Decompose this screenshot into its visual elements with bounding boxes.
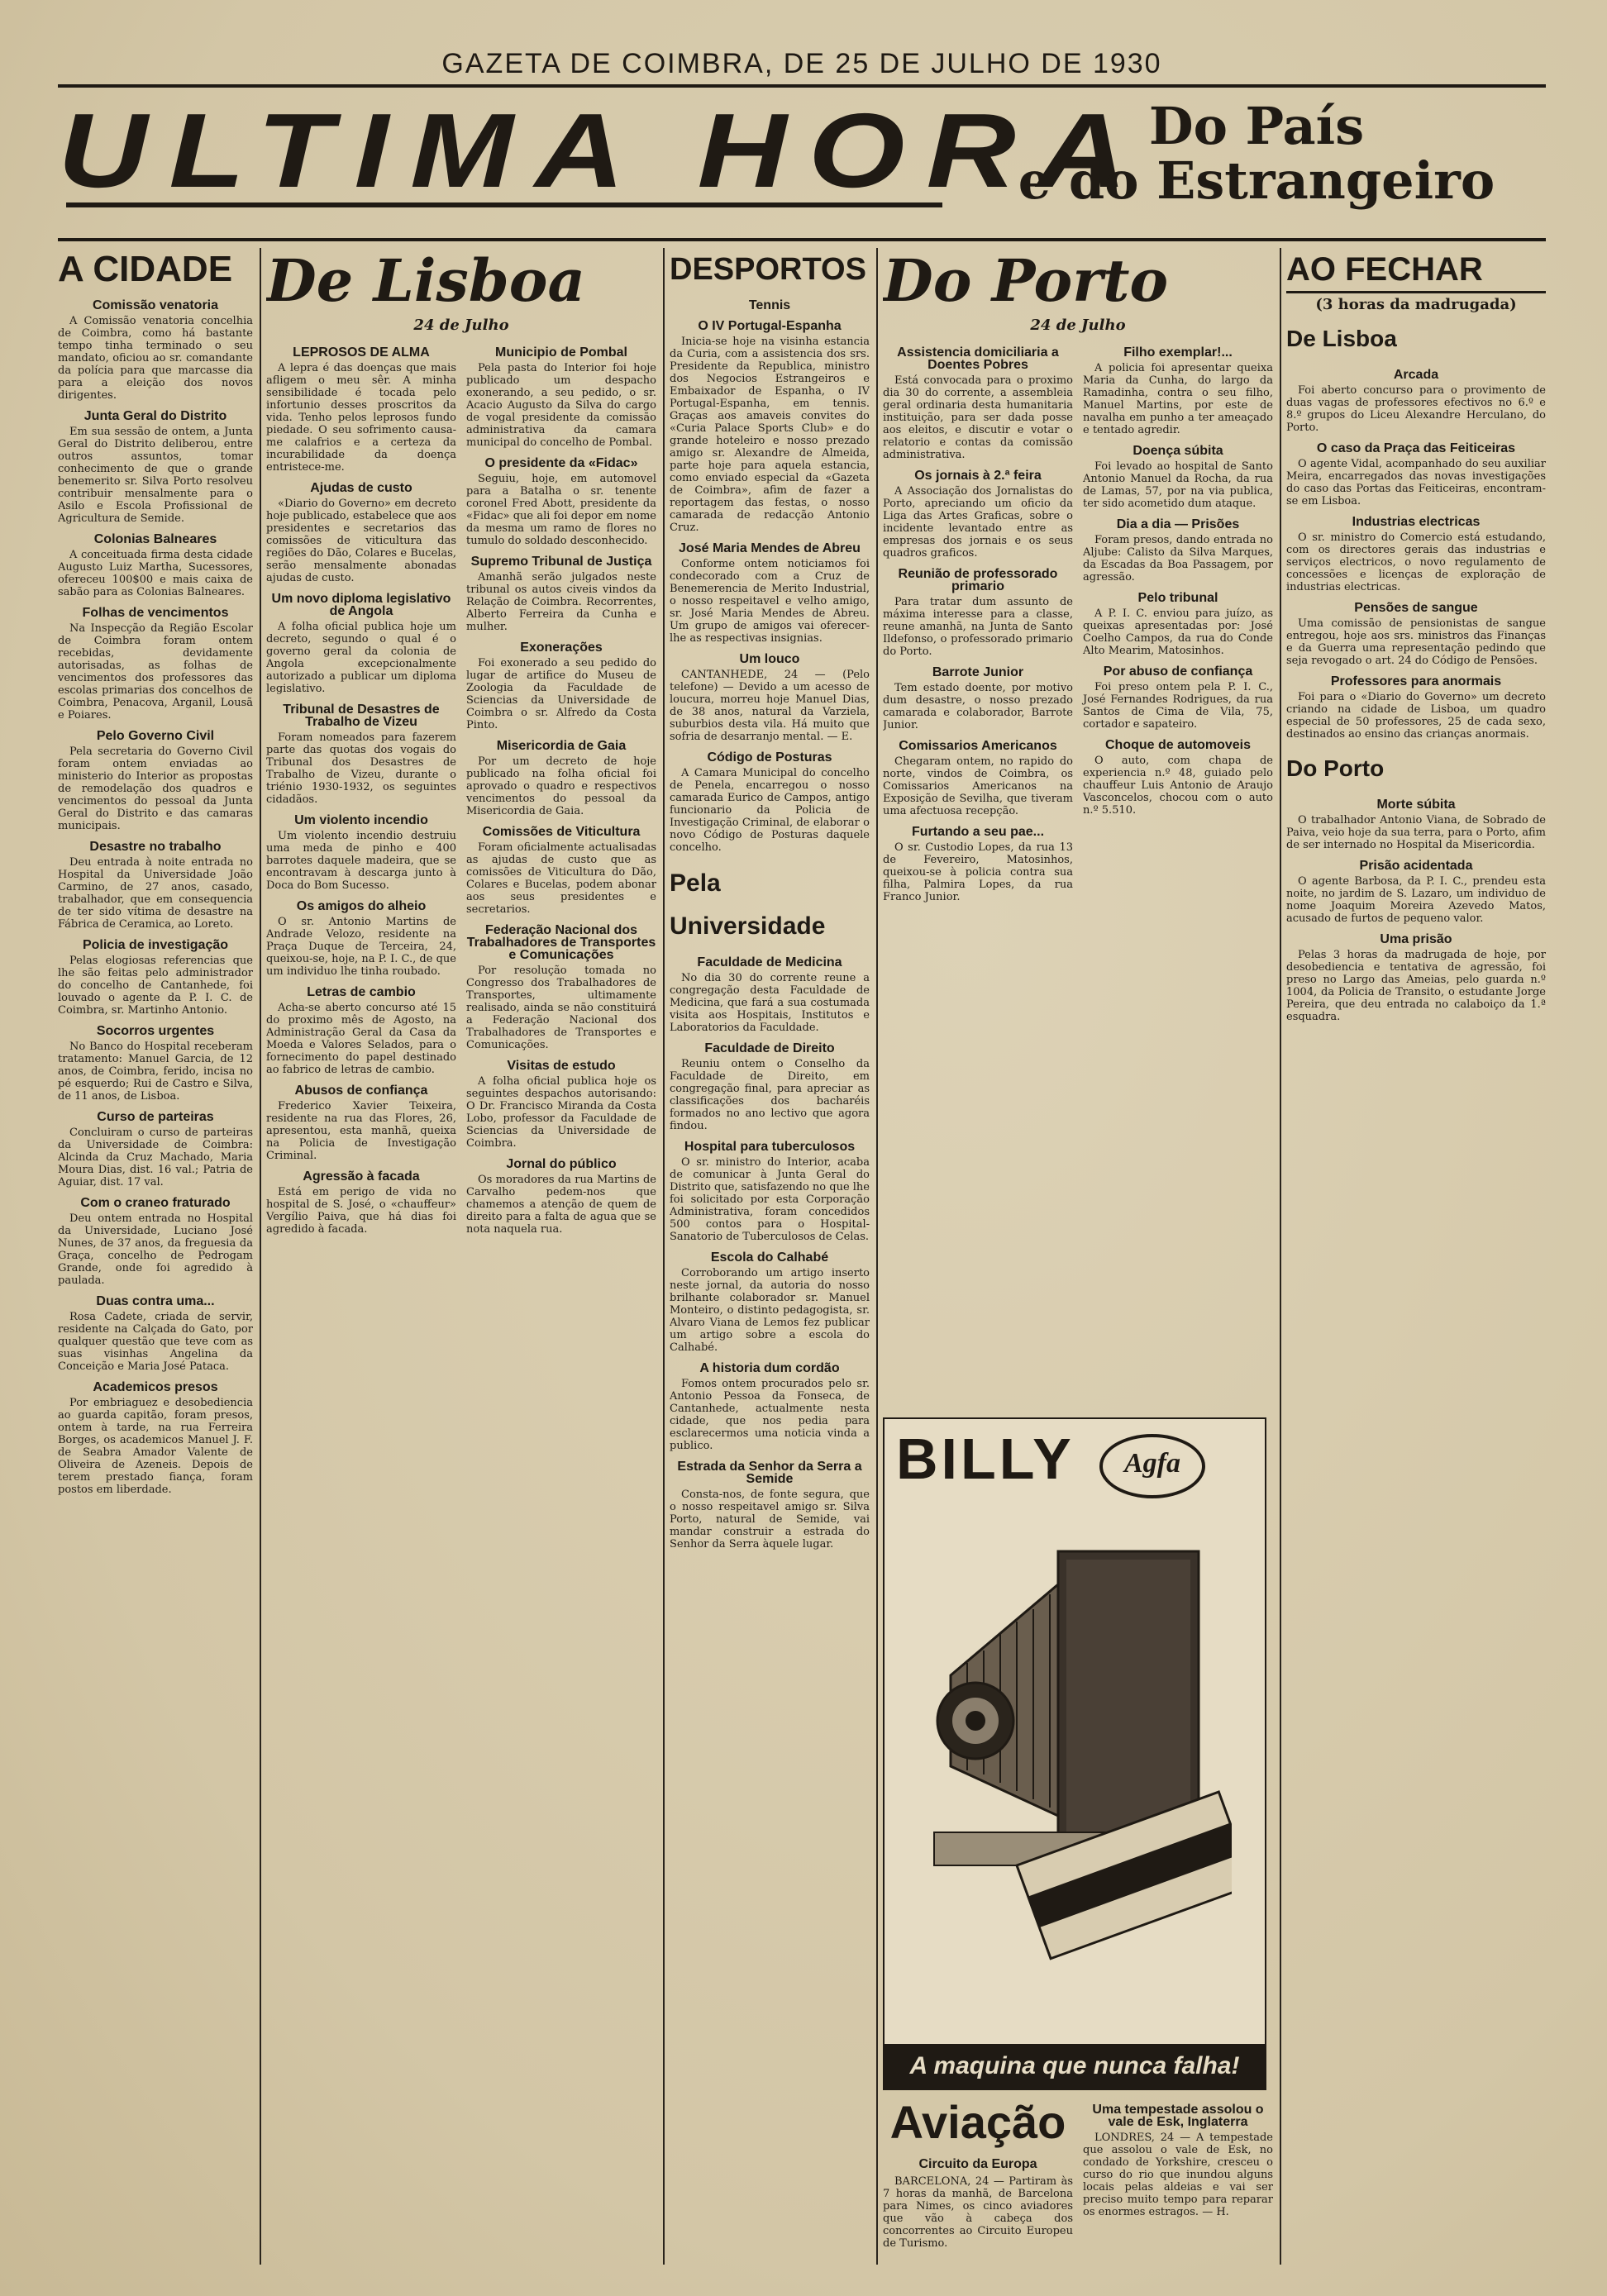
article: [266, 346, 456, 474]
article: [670, 751, 870, 854]
column-divider: [1280, 248, 1281, 2265]
article-heading: Jornal do público: [506, 1157, 617, 1171]
section-title-a-cidade: A CIDADE: [58, 249, 233, 289]
article: [670, 299, 870, 534]
article: [670, 653, 870, 743]
article-text: Pela pasta do Interior foi hoje publicado um despacho exonerando, a seu pedido, o sr. Acacio Augusto da Silva do cargo de vogal presidente da comissão administrativa da camara municipal do concelho de Pombal.: [466, 362, 656, 449]
article: [1286, 369, 1546, 434]
article-heading: Agressão à facada: [303, 1169, 420, 1184]
article-heading: Estrada da Senhor da Serra a Semide: [677, 1460, 862, 1486]
article-heading: Um louco: [739, 652, 800, 666]
column-divider: [663, 248, 665, 2265]
article: [58, 410, 253, 525]
article-text: A folha oficial publica hoje um decreto, segundo o qual é o governo geral da colonia de Angola excepcionalmente autorizado a publicar um diploma legislativo.: [266, 621, 456, 695]
article: [58, 1025, 253, 1103]
article-heading: Filho exemplar!...: [1123, 345, 1233, 360]
article: [1083, 739, 1273, 817]
article: [466, 457, 656, 547]
article-heading: Tennis: [748, 298, 791, 312]
article-heading: Federação Nacional dos Trabalhadores de Transportes e Comunicações: [466, 923, 656, 962]
article-text: A Comissão venatoria concelhia de Coimbra, como há bastante tempo tinha terminado o seu mandato, oficiou ao sr. comandante da polícia para que marcasse dia para a eleição dos novos dirigentes.: [58, 315, 253, 402]
article: [266, 814, 456, 892]
article-text: Uma comissão de pensionistas de sangue entregou, hoje aos srs. ministros das Finanças e da Guerra uma representação pedindo que seja revogado o art. 24 do Código de Pensões.: [1286, 617, 1546, 667]
article-text: Foi para o «Diario do Governo» um decreto criando na cidade de Lisboa, um quadro especial de 50 professores, 25 de cada sexo, destinados ao ensino das crianças anormais.: [1286, 691, 1546, 741]
article-text: Foram presos, dando entrada no Aljube: Calisto da Silva Marques, da Escadas da Boa Passagem, por agressão.: [1083, 534, 1273, 584]
article-text: Por um decreto de hoje publicado na folha oficial foi aprovado o quadro e respectivos vencimentos do pessoal da Misericordia de Gaia.: [466, 755, 656, 817]
article: [266, 900, 456, 978]
masthead: GAZETA DE COIMBRA, DE 25 DE JULHO DE 1930: [441, 48, 1162, 79]
article: [58, 730, 253, 832]
tempestade-heading: Uma tempestade assolou o vale de Esk, Inglaterra: [1092, 2103, 1264, 2129]
article: [1083, 665, 1273, 731]
article: [266, 1170, 456, 1236]
article-text: A conceituada firma desta cidade Augusto Luiz Martha, Sucessores, ofereceu 100$00 e mais caixa de sabão para as Colonias Balneares.: [58, 549, 253, 598]
article-heading: Choque de automoveis: [1104, 738, 1252, 752]
article-text: O trabalhador Antonio Viana, de Sobrado de Paiva, veio hoje da sua terra, para o Porto, afim de ser internado no Hospital da Misericordia.: [1286, 814, 1546, 851]
article: [883, 346, 1073, 461]
article-heading: Pelo tribunal: [1137, 591, 1218, 605]
article-text: Por embriaguez e desobediencia ao guarda capitão, foram presos, ontem à tarde, na rua Ferreira Borges, os academicos Manuel J. F. de Seabra Amador Valente de Oliveira de Azeneis. Depois de terem prestado fiança, foram postos em liberdade.: [58, 1397, 253, 1496]
tempestade-text: LONDRES, 24 — A tempestade que assolou o vale de Esk, no condado de Yorkshire, cresceu o curso do rio que inundou alguns locais pelas aldeias e vai ser preciso muito tempo para reparar os enormes estragos. — H.: [1083, 2132, 1273, 2218]
article-heading: Os jornais à 2.ª feira: [914, 469, 1042, 483]
article-heading: O presidente da «Fidac»: [484, 456, 638, 470]
article: [670, 1141, 870, 1243]
article-heading: Tribunal de Desastres de Trabalho de Vizeu: [283, 703, 440, 729]
article-heading: Municipio de Pombal: [494, 345, 627, 360]
article-text: Foi exonerado a seu pedido do lugar de artifice do Museu de Zoologia da Faculdade de Sciencias da Universidade de Coimbra o sr. Alfredo da Costa Pinto.: [466, 657, 656, 731]
article-text: Foi levado ao hospital de Santo Antonio Manuel da Rocha, da rua de Lamas, 57, por na via publica, ter sido acometido dum ataque.: [1083, 460, 1273, 510]
article-text: Na Inspecção da Região Escolar de Coimbra foram ontem recebidas, devidamente autorisadas, as folhas de vencimentos dos professores das escolas primarias dos concelhos de Coimbra, Penacova, Arganil, Lousã e Poiares.: [58, 622, 253, 722]
subheadline-line-2: e do Estrangeiro: [1018, 150, 1495, 211]
article-heading: Exonerações: [520, 641, 603, 655]
article: [266, 482, 456, 584]
article-heading: Abusos de confiança: [294, 1084, 428, 1098]
article-heading: Com o craneo fraturado: [80, 1196, 231, 1210]
ad-tagline: A maquina que nunca falha!: [885, 2044, 1265, 2089]
ao-fechar-subtitle: (3 horas da madrugada): [1315, 296, 1517, 313]
column-a-cidade: [58, 248, 253, 2265]
article: [1083, 592, 1273, 657]
do-porto-articles-right: [1083, 338, 1273, 908]
article: [466, 924, 656, 1051]
article: [58, 533, 253, 598]
article-text: Concluiram o curso de parteiras da Universidade de Coimbra: Alcinda da Cruz Machado, Maria Moura Dias, dist. 16 val.; Patria de Aguiar, dist. 17 val.: [58, 1127, 253, 1188]
article: [466, 1060, 656, 1150]
article-text: Chegaram ontem, no rapido do norte, vindos de Coimbra, os Comissarios Americanos na Exposição de Sevilha, que tiveram uma afectuosa recepção.: [883, 755, 1073, 817]
date-do-porto: 24 de Julho: [1030, 317, 1126, 334]
tempestade-article: [1083, 2095, 1273, 2223]
agfa-logo: Agfa: [1099, 1434, 1205, 1498]
article-heading: Comissões de Viticultura: [482, 825, 641, 839]
article-heading: Misericordia de Gaia: [496, 739, 627, 753]
article: [883, 826, 1073, 903]
article-heading: Desastre no trabalho: [89, 840, 222, 854]
column-do-porto: [883, 248, 1273, 1405]
masthead-rule: [58, 84, 1546, 88]
aviacao-article: [883, 2095, 1073, 2255]
article: [58, 1381, 253, 1496]
do-porto-articles-left: [883, 338, 1073, 908]
article: [670, 542, 870, 645]
headline: ULTIMA HORA: [58, 91, 1149, 210]
article: [670, 956, 870, 1034]
article-heading: Professores para anormais: [1330, 674, 1502, 688]
article-text: Foram nomeados para fazerem parte das quotas dos vogais do Tribunal dos Desastres de Trabalho de Vizeu, durante o triénio 1930-1932, os seguintes cidadãos.: [266, 731, 456, 806]
article: [58, 841, 253, 931]
article-text: Foi preso ontem pela P. I. C., José Fernandes Rodrigues, da rua Santos de Cima de Vila, 75, cortador e sapateiro.: [1083, 681, 1273, 731]
article: [1083, 445, 1273, 510]
article-heading: Morte súbita: [1376, 798, 1456, 812]
article-text: A folha oficial publica hoje os seguintes despachos autorisando: O Dr. Francisco Miranda da Costa Lobo, professor da Faculdade de Sciencias da Universidade de Coimbra.: [466, 1075, 656, 1150]
article-heading: Visitas de estudo: [507, 1059, 616, 1073]
ao-fechar-porto-articles: [1286, 798, 1546, 1023]
article: [1083, 346, 1273, 436]
article: [466, 555, 656, 633]
article-heading: Colonias Balneares: [93, 532, 217, 546]
article-heading: Reunião de professorado primario: [898, 567, 1058, 593]
article: [58, 939, 253, 1017]
article-heading: Junta Geral do Distrito: [83, 409, 227, 423]
billy-agfa-advertisement: [883, 1417, 1266, 2090]
article: [1286, 675, 1546, 741]
article-heading: Folhas de vencimentos: [82, 606, 229, 620]
article: [670, 1042, 870, 1132]
article-heading: Os amigos do alheio: [296, 899, 427, 913]
article-heading: Faculdade de Medicina: [697, 955, 842, 969]
ad-brand: BILLY: [896, 1427, 1075, 1491]
article: [1286, 798, 1546, 851]
article-text: Os moradores da rua Martins de Carvalho pedem-nos que chamemos a atenção de quem de direito para a falta de agua que se nota naquela rua.: [466, 1174, 656, 1236]
ao-fechar-lisboa-articles: [1286, 369, 1546, 741]
article-text: Em sua sessão de ontem, a Junta Geral do Distrito deliberou, entre outros assuntos, tomar conhecimento de que o grande benemerito sr. Silva Porto resolveu contribuir mensalmente para o Asilo e Escola Profissional de Agricultura de Semide.: [58, 426, 253, 525]
article-text: O sr. ministro do Comercio está estudando, com os directores gerais das industrias e serviços electricos, o novo regulamento de concessões e licenças de exploração de industrias electricas.: [1286, 531, 1546, 593]
article-text: A P. I. C. enviou para juízo, as queixas apresentadas por: José Coelho Campos, da rua do Conde Alto Mearim, Matosinhos.: [1083, 607, 1273, 657]
article-heading: Faculdade de Direito: [704, 1041, 835, 1055]
article: [883, 666, 1073, 731]
article-heading: Um novo diploma legislativo de Angola: [271, 592, 451, 618]
section-title-lisboa-fechar: De Lisboa: [1286, 326, 1397, 351]
article-heading: Um violento incendio: [294, 813, 428, 827]
article-heading: Pensões de sangue: [1354, 601, 1478, 615]
article-heading: Comissarios Americanos: [899, 739, 1057, 753]
desportos-articles: [670, 299, 870, 854]
article-heading: Ajudas de custo: [310, 481, 412, 495]
column-de-lisboa: [266, 248, 656, 2265]
article: [266, 986, 456, 1076]
article-heading: Letras de cambio: [307, 985, 416, 999]
article: [883, 568, 1073, 658]
article-text: Um violento incendio destruiu uma meda de pinho e 400 barrotes daquele madeira, que se encontravam à descarga junto à Doca do Bom Sucesso.: [266, 830, 456, 892]
article: [466, 641, 656, 731]
article-text: Corroborando um artigo inserto neste jornal, da autoria do nosso brilhante colaborador sr. Manuel Monteiro, o distinto pedagogista, sr. Alvaro Viana de Lemos fez publicar um artigo sobre a escola do Calhabé.: [670, 1267, 870, 1354]
article-heading: LEPROSOS DE ALMA: [293, 345, 430, 360]
article: [266, 703, 456, 806]
article-text: Tem estado doente, por motivo dum desastre, o nosso prezado camarada e colaborador, Barrote Junior.: [883, 682, 1073, 731]
article-text: «Diario do Governo» em decreto hoje publicado, estabelece que aos presidentes e secretarios das comissões de viticultura das regiões do Dão, Colares e Bucelas, serão mensalmente abonadas ajudas de custo.: [266, 498, 456, 584]
article-heading: Código de Posturas: [707, 750, 832, 765]
article-text: No dia 30 do corrente reune a congregação desta Faculdade de Medicina, que fará a sua costumada visita aos Hospitais, Institutos e Laboratorios da Faculdade.: [670, 972, 870, 1034]
section-title-do-porto: Do Porto: [883, 248, 1169, 315]
article-heading: O caso da Praça das Feiticeiras: [1316, 441, 1516, 455]
article-text: Inicia-se hoje na visinha estancia da Curia, com a assistencia dos srs. Presidente da Republica, ministro dos Negocios Estrangeiros e Embaixador de Espanha, o IV Portugal-Espanha, em tennis. Graças aos amaveis convites do «Curia Palace Sports Club» e do grande hoteleiro e nosso prezado amigo sr. Alexandre de Almeida, parte hoje para aquela estancia, como enviado especial da «Gazeta de Coimbra», afim de fazer a reportagem das festas, o nosso camarada de redacção Antonio Cruz.: [670, 336, 870, 534]
article-heading: Duas contra uma...: [96, 1294, 215, 1308]
article-text: Conforme ontem noticiamos foi condecorado com a Cruz de Benemerencia de Merito Industrial, o nosso respeitavel e velho amigo, sr. José Maria Mendes de Abreu. Um grupo de amigos vai oferecer-lhe as respectivas insignias.: [670, 558, 870, 645]
article-heading: Curso de parteiras: [97, 1110, 214, 1124]
article-heading: Socorros urgentes: [96, 1024, 215, 1038]
article: [1286, 933, 1546, 1023]
article: [670, 1362, 870, 1452]
article: [1286, 860, 1546, 925]
article: [670, 1251, 870, 1354]
article-text: Para tratar dum assunto de máxima interesse para a classe, reune amanhã, na Junta de Santo Ildefonso, o professorado primario do Porto.: [883, 596, 1073, 658]
article-heading: Academicos presos: [93, 1380, 218, 1394]
header-rule: [58, 238, 1546, 241]
de-lisboa-articles-right: [466, 338, 656, 1241]
article-heading: Comissão venatoria: [92, 298, 219, 312]
article-heading: José Maria Mendes de Abreu: [679, 541, 861, 555]
article: [1286, 516, 1546, 593]
article: [58, 1197, 253, 1287]
article-heading: Pelo Governo Civil: [96, 729, 215, 743]
column-divider: [260, 248, 261, 2265]
article: [1286, 442, 1546, 507]
article-text: O sr. ministro do Interior, acaba de comunicar à Junta Geral do Distrito que, satisfazendo no que lhe foi solicitado por esta Corporação Administrativa, foram concedidos 500 contos para o Hospital-Sanatorio de Tuberculosos de Celas.: [670, 1156, 870, 1243]
a-cidade-articles: [58, 299, 253, 1496]
article: [58, 1111, 253, 1188]
article-text: A Associação dos Jornalistas do Porto, apreciando um oficio da Liga das Artes Graficas, sobre o incidente levantado entre as empresas dos jornais e os seus quadros graficos.: [883, 485, 1073, 560]
article: [1286, 602, 1546, 667]
article-text: O auto, com chapa de experiencia n.º 48, guiado pelo chauffeur Luis Antonio de Araujo Vasconcelos, chocou com o auto n.º 5.510.: [1083, 755, 1273, 817]
article-text: A Camara Municipal do concelho de Penela, encarregou o nosso camarada Eurico de Campos, antigo funcionario da Policia de Investigação Criminal, de elaborar o novo Código de Posturas daquele concelho.: [670, 767, 870, 854]
article-heading: Por abuso de confiança: [1103, 665, 1253, 679]
article-text: Está convocada para o proximo dia 30 do corrente, a assembleia geral ordinaria desta humanitaria instituição, para ser dada posse aos eleitos, e discutir e votar o relatorio e contas da comissão administrativa.: [883, 374, 1073, 461]
article-heading: Uma prisão: [1380, 932, 1452, 946]
article: [670, 1460, 870, 1551]
article-heading: Escola do Calhabé: [710, 1250, 829, 1265]
article-text: Fomos ontem procurados pelo sr. Antonio Pessoa da Fonseca, de Cantanhede, actualmente nesta cidade, que nos pedia para esclarecermos uma noticia vinda a publico.: [670, 1378, 870, 1452]
article-text: Está em perigo de vida no hospital de S. José, o «chauffeur» Vergílio Paiva, que há dias foi agredido à facada.: [266, 1186, 456, 1236]
article-heading: Supremo Tribunal de Justiça: [470, 555, 652, 569]
subheadline-line-1: Do País: [1148, 96, 1365, 156]
article: [466, 1158, 656, 1236]
article: [58, 299, 253, 402]
article-text: Seguiu, hoje, em automovel para a Batalha o sr. tenente coronel Fred Abott, presidente da «Fidac» que ali foi depor em nome da mesma um ramo de flores no tumulo do soldado desconhecido.: [466, 473, 656, 547]
section-title-de-lisboa: De Lisboa: [266, 248, 585, 315]
article-text: Amanhã serão julgados neste tribunal os autos civeis vindos da Relação de Coimbra. Recorrentes, Alberto Ferreira da Cunha e mulher.: [466, 571, 656, 633]
article-text: A lepra é das doenças que mais afligem o meu sêr. A minha sensibilidade é tocada pelo infortunio desses proscritos da vida. Tenho pelos leprosos fundo piedade. O seu sofrimento causa-me calafrios e a certeza da incurabilidade da doença entristece-me.: [266, 362, 456, 474]
article-heading: Doença súbita: [1133, 444, 1223, 458]
article-heading: Prisão acidentada: [1359, 859, 1473, 873]
article-heading: Barrote Junior: [932, 665, 1024, 679]
de-lisboa-articles-left: [266, 338, 456, 1241]
subheadline: [975, 96, 1538, 211]
article-text: O agente Vidal, acompanhado do seu auxiliar Meira, encarregados das novas investigações do caso das Portas das Feiticeiras, encontram-se em Lisboa.: [1286, 458, 1546, 507]
article-text: Foi aberto concurso para o provimento de duas vagas de professores efectivos no 6.º e 8.º grupos do Liceu Alexandre Herculano, do Porto.: [1286, 384, 1546, 434]
article-heading: Hospital para tuberculosos: [684, 1140, 856, 1154]
article-text: Pela secretaria do Governo Civil foram ontem enviadas ao ministerio do Interior as propostas de remodelação dos quadros e vencimentos do pessoal da Junta Geral do Distrito e das camaras municipais.: [58, 745, 253, 832]
article-text: Deu ontem entrada no Hospital da Universidade, Luciano José Nunes, de 37 anos, da freguesia da Graça, concelho de Pedrogam Grande, onde foi agredido à paulada.: [58, 1212, 253, 1287]
article-heading: Dia a dia — Prisões: [1116, 517, 1240, 531]
article-text: Reuniu ontem o Conselho da Faculdade de Direito, em congregação final, para apreciar as classificações dos bacharéis formados no ano lectivo que agora findou.: [670, 1058, 870, 1132]
article: [466, 826, 656, 916]
article: [1083, 518, 1273, 584]
article-heading: A historia dum cordão: [699, 1361, 840, 1375]
article-text: Acha-se aberto concurso até 15 do proximo mês de Agosto, na Administração Geral da Casa da Moeda e Valores Selados, para o fornecimento do papel destinado ao fabrico de letras de cambio.: [266, 1002, 456, 1076]
article-text: CANTANHEDE, 24 — (Pelo telefone) — Devido a um acesso de loucura, morreu hoje Manuel Dias, de 38 anos, natural da Varziela, suburbios desta vila. Há muito que sofria de desarranjo mental. — E.: [670, 669, 870, 743]
universidade-articles: [670, 956, 870, 1551]
article-text: Rosa Cadete, criada de servir, residente na Calçada do Gato, por qualquer questão que teve com as suas visinhas Angelina da Conceição e Maria José Pataca.: [58, 1311, 253, 1373]
article-heading: Industrias electricas: [1352, 515, 1481, 529]
date-de-lisboa: 24 de Julho: [413, 317, 509, 334]
article: [58, 607, 253, 722]
film-box-label: Agfa-Film: [1073, 1974, 1170, 2029]
article-text: Frederico Xavier Teixeira, residente na rua das Flores, 26, apresentou, esta manhã, queixa na Policia de Investigação Criminal.: [266, 1100, 456, 1162]
camera-illustration: [918, 1535, 1232, 1998]
aviacao-subtitle: Circuito da Europa: [918, 2157, 1037, 2171]
column-ao-fechar: [1286, 248, 1546, 2265]
article-text: No Banco do Hospital receberam tratamento: Manuel Garcia, de 12 anos, de Coimbra, ferido, incisa no pé esquerdo; Rui de Castro e Silva, de 11 anos, de Lisboa.: [58, 1041, 253, 1103]
article-text: A policia foi apresentar queixa Maria da Cunha, do largo da Ramadinha, contra o seu filho, Manuel Martins, por este de navalha em punho a ter ameaçado e tentado agredir.: [1083, 362, 1273, 436]
article: [466, 740, 656, 817]
article: [883, 740, 1073, 817]
section-title-universidade: Pela Universidade: [670, 869, 826, 940]
aviacao-text: BARCELONA, 24 — Partiram às 7 horas da manhã, de Barcelona para Nimes, os cinco aviadores que vão à cabeça dos concorrentes ao Circuito Europeu de Turismo.: [883, 2175, 1073, 2250]
section-title-ao-fechar: AO FECHAR: [1286, 248, 1546, 293]
article: [266, 1084, 456, 1162]
article: [883, 469, 1073, 560]
article-heading: Furtando a seu pae...: [911, 825, 1045, 839]
headline-underline: [66, 202, 942, 207]
article: [58, 1295, 253, 1373]
article-subheading: O IV Portugal-Espanha: [698, 319, 842, 333]
aviacao-title: Aviação: [889, 2096, 1066, 2148]
article-text: Pelas 3 horas da madrugada de hoje, por desobediencia e tentativa de agressão, foi preso no Largo das Ameias, pelo guarda n.º 1004, da Policia de Transito, o estudante Jorge Pereira, que deu entrada no calaboiço da 1.ª esquadra.: [1286, 949, 1546, 1023]
column-divider: [876, 248, 878, 2265]
article-heading: Assistencia domiciliaria a Doentes Pobres: [897, 345, 1059, 372]
section-title-porto-fechar: Do Porto: [1286, 755, 1385, 781]
article: [466, 346, 656, 449]
article-text: O agente Barbosa, da P. I. C., prendeu esta noite, no jardim de S. Lazaro, um individuo de nome Joaquim Moreira Azevedo Matos, acusado de furtos de pequeno valor.: [1286, 875, 1546, 925]
article-text: Pelas elogiosas referencias que lhe são feitas pelo administrador do concelho de Cantanhede, foi louvado o agente da P. I. C. de Coimbra, sr. Martinho Antonio.: [58, 955, 253, 1017]
article-text: O sr. Antonio Martins de Andrade Velozo, residente na Praça Duque de Terceira, 24, queixou-se, hoje, na P. I. C., de que um individuo lhe tinha roubado.: [266, 916, 456, 978]
article-text: Deu entrada à noite entrada no Hospital da Universidade João Carmino, de 27 anos, casado, trabalhador, que em consequencia de ter sido vítima de desastre na Fábrica de Ceramica, ao Loreto.: [58, 856, 253, 931]
article-text: O sr. Custodio Lopes, da rua 13 de Fevereiro, Matosinhos, queixou-se à policia contra sua filha, Palmira Lopes, da rua Franco Junior.: [883, 841, 1073, 903]
article: [266, 593, 456, 695]
column-desportos: [670, 248, 870, 2265]
article-text: Por resolução tomada no Congresso dos Trabalhadores de Transportes, ultimamente realisado, ainda se não constituirá a Federação Nacional dos Trabalhadores de Transportes e Comunicações.: [466, 965, 656, 1051]
article-text: Foram oficialmente actualisadas as ajudas de custo que as comissões de Viticultura do Dão, Colares e Bucelas, podem abonar aos seus presidentes e secretarios.: [466, 841, 656, 916]
article-heading: Arcada: [1393, 368, 1439, 382]
article-text: Consta-nos, de fonte segura, que o nosso respeitavel amigo sr. Silva Porto, natural de Semide, vai mandar construir a estrada do Senhor da Serra àquele lugar.: [670, 1489, 870, 1551]
article-heading: Policia de investigação: [82, 938, 229, 952]
section-title-desportos: DESPORTOS: [670, 252, 866, 287]
